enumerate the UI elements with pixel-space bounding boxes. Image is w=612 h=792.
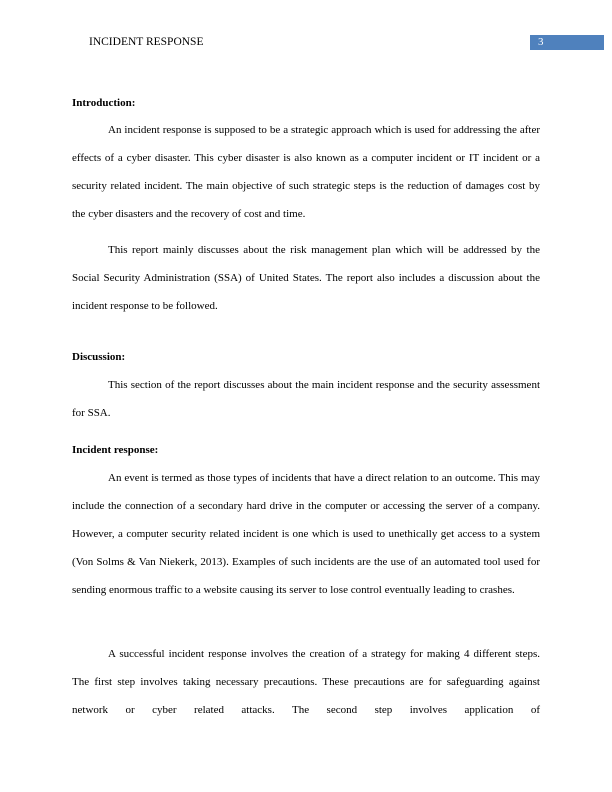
paragraph: This section of the report discusses about the main incident response and the security assessment for SSA. <box>72 379 540 419</box>
paragraph: An incident response is supposed to be a strategic approach which is used for addressing the after effects of a cyber disaster. This cyber disaster is also known as a computer incident or IT incident or a security related incident. The main objective of such strategic steps is the reduction of damages cost by the cyber disasters and the recovery of cost and time. <box>72 124 540 220</box>
heading-introduction: Introduction: <box>72 97 136 109</box>
paragraph: This report mainly discusses about the risk management plan which will be addressed by the Social Security Administration (SSA) of United States. The report also includes a discussion about the incident response to be followed. <box>72 244 540 312</box>
heading-incident-response: Incident response: <box>72 444 159 456</box>
running-header: INCIDENT RESPONSE <box>89 36 204 48</box>
page-number: 3 <box>530 35 604 50</box>
paragraph: An event is termed as those types of incidents that have a direct relation to an outcome. This may include the connection of a secondary hard drive in the computer or accessing the server of a company. However, a computer security related incident is one which is used to unethically get access to a system (Von Solms & Van Niekerk, 2013). Examples of such incidents are the use of an automated tool used for sending enormous traffic to a website causing its server to lose control eventually leading to crashes. <box>72 472 540 596</box>
heading-discussion: Discussion: <box>72 351 126 363</box>
paragraph: A successful incident response involves the creation of a strategy for making 4 different steps. The first step involves taking necessary precautions. These precautions are for safeguarding against network or cyber related attacks. The second step involves application of <box>72 648 540 716</box>
